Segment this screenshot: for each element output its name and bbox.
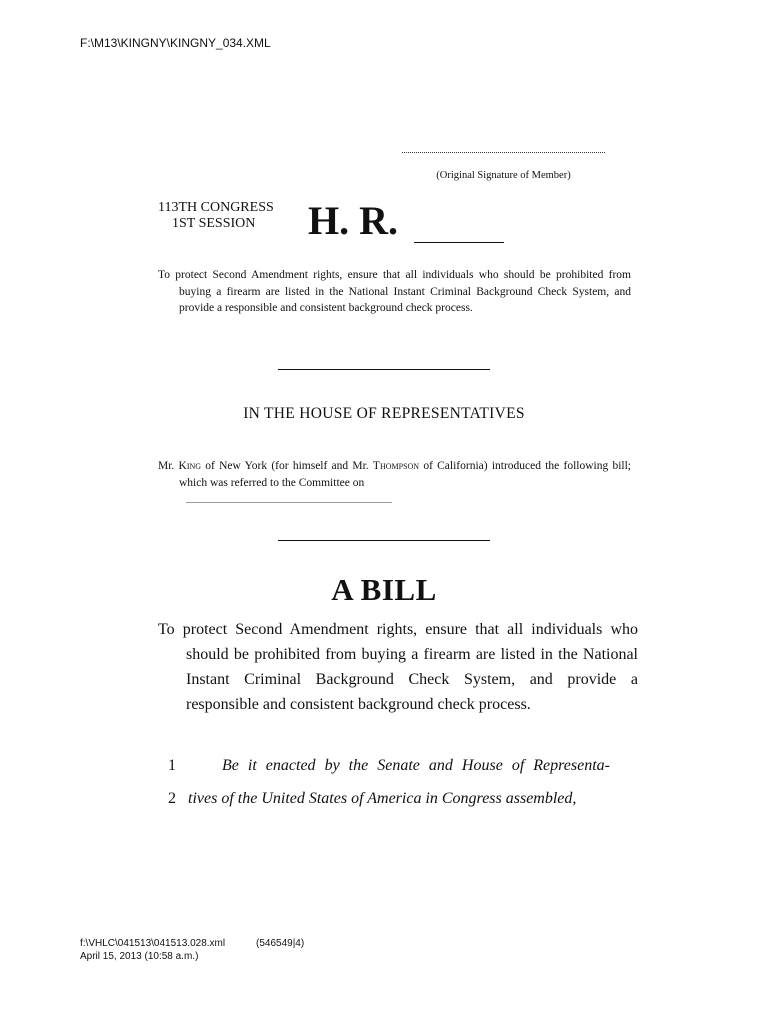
- bill-heading: A BILL: [331, 572, 437, 607]
- sponsor-prefix: Mr.: [158, 460, 175, 472]
- bill-number: H. R.: [308, 198, 398, 243]
- divider-rule: [278, 540, 490, 541]
- enacting-clause-line-2: tives of the United States of America in Congress assembled,: [188, 790, 577, 807]
- line-number: 1: [168, 757, 176, 774]
- committee-blank-line: [186, 502, 392, 503]
- introduction-paragraph: [158, 458, 631, 491]
- cosponsor-name: Thompson: [372, 460, 420, 472]
- chamber-heading: IN THE HOUSE OF REPRESENTATIVES: [243, 405, 525, 422]
- signature-line: [402, 152, 605, 153]
- session-label: 1ST SESSION: [172, 216, 256, 231]
- divider-rule: [278, 369, 490, 370]
- sponsor-state: of New York (for himself and Mr.: [205, 460, 369, 472]
- sponsor-name: King: [178, 460, 202, 472]
- footer-doc-id: (546549|4): [256, 938, 305, 949]
- congress-session: [158, 200, 274, 232]
- footer-date: April 15, 2013 (10:58 a.m.): [80, 951, 199, 962]
- congress-number: 113TH CONGRESS: [158, 200, 274, 215]
- footer-file-path: f:\VHLC\041513\041513.028.xml: [80, 938, 226, 949]
- line-number: 2: [168, 790, 176, 807]
- signature-caption: (Original Signature of Member): [436, 170, 571, 181]
- enacting-clause-line-1: Be it enacted by the Senate and House of Representa-: [222, 757, 610, 774]
- purpose-short: To protect Second Amendment rights, ensure that all individuals who should be prohibited from buying a firearm are listed in the National Instant Criminal Background Check System, and provide a responsible and consistent background check process.: [158, 269, 631, 314]
- purpose-long: To protect Second Amendment rights, ensure that all individuals who should be prohibited from buying a firearm are listed in the National Instant Criminal Background Check System, and provide a responsible and consistent background check process.: [158, 621, 638, 713]
- file-path: F:\M13\KINGNY\KINGNY_034.XML: [80, 36, 271, 50]
- introduction-rest: of California) introduced the following bill; which was referred to the Committee on: [179, 460, 631, 489]
- bill-number-blank: [414, 242, 504, 243]
